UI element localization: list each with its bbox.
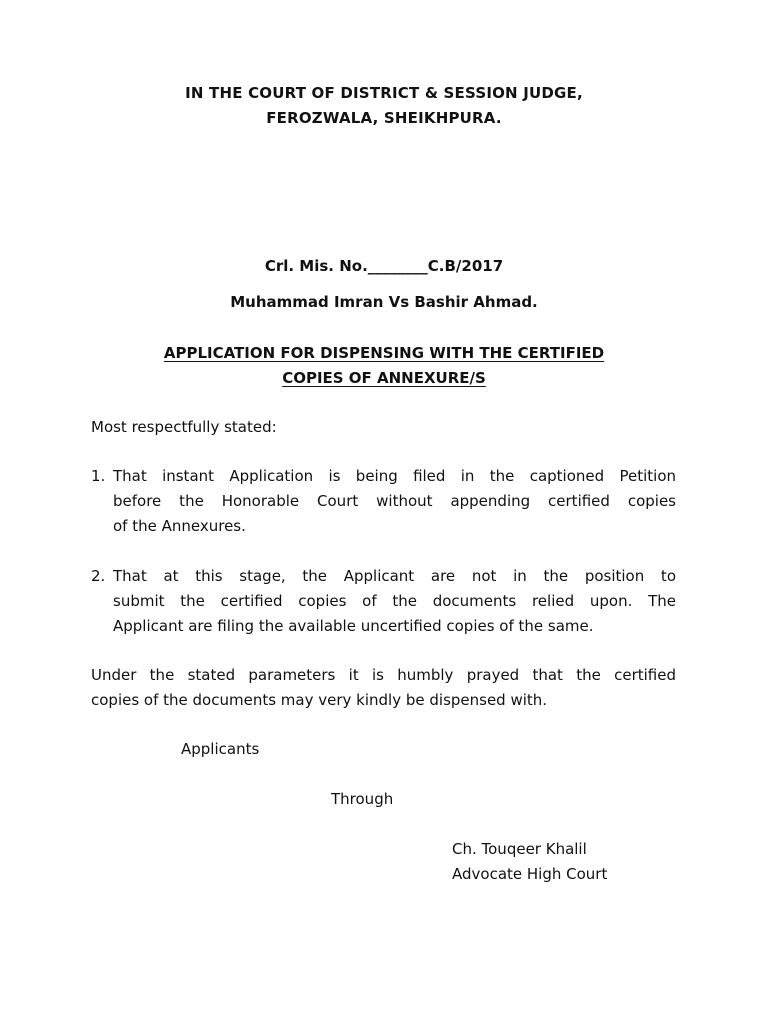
point-2-line-3: Applicant are filing the available uncertified copies of the same. <box>113 617 594 635</box>
point-1-line-1: That instant Application is being filed in the captioned Petition <box>113 467 676 485</box>
advocate-title: Advocate High Court <box>452 865 608 883</box>
point-2-text <box>113 564 676 639</box>
point-2-line-2: submit the certified copies of the documents relied upon. The <box>113 592 676 610</box>
point-1-line-2: before the Honorable Court without appending certified copies <box>113 492 676 510</box>
salutation: Most respectfully stated: <box>91 418 277 436</box>
through-label: Through <box>331 790 394 808</box>
point-2-number: 2. <box>91 567 106 585</box>
application-title-line-2: COPIES OF ANNEXURE/S <box>282 369 486 387</box>
case-number: Crl. Mis. No.________C.B/2017 <box>264 257 504 275</box>
point-1-text <box>113 464 676 539</box>
court-heading-line-2: FEROZWALA, SHEIKHPURA. <box>266 109 502 127</box>
point-1-line-3: of the Annexures. <box>113 517 246 535</box>
prayer-paragraph <box>91 663 676 713</box>
case-parties: Muhammad Imran Vs Bashir Ahmad. <box>230 293 538 311</box>
applicants-label: Applicants <box>181 740 260 758</box>
court-heading-line-1: IN THE COURT OF DISTRICT & SESSION JUDGE, <box>185 84 583 102</box>
prayer-line-2: copies of the documents may very kindly be dispensed with. <box>91 691 548 709</box>
prayer-line-1: Under the stated parameters it is humbly prayed that the certified <box>91 666 676 684</box>
point-2-line-1: That at this stage, the Applicant are not in the position to <box>113 567 676 585</box>
point-1-number: 1. <box>91 467 106 485</box>
advocate-name: Ch. Touqeer Khalil <box>452 840 587 858</box>
application-title-line-1: APPLICATION FOR DISPENSING WITH THE CERTIFIED <box>163 344 605 362</box>
